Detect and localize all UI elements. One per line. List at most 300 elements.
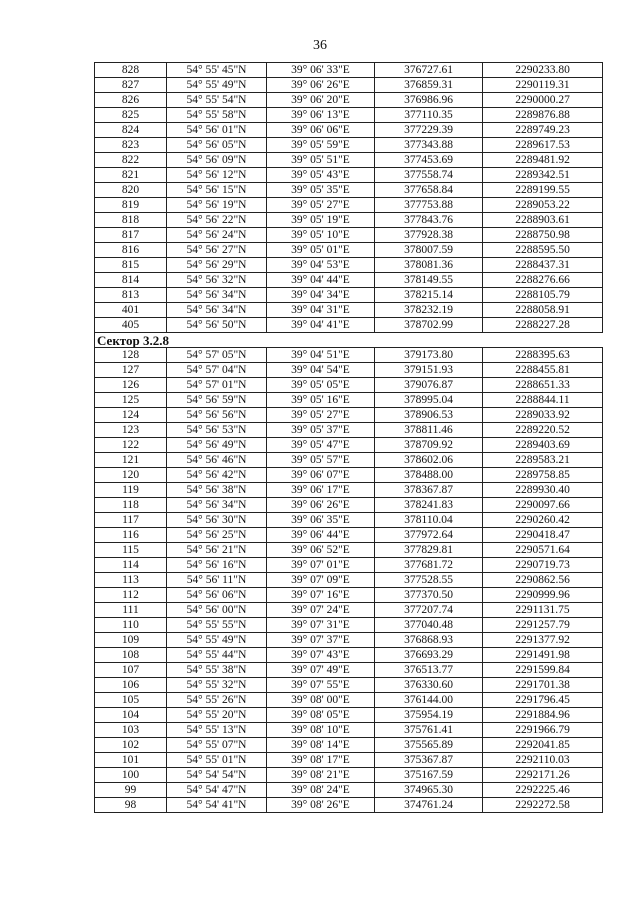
latitude-cell: 54° 54' 47"N	[167, 783, 267, 798]
point-number-cell: 114	[95, 558, 167, 573]
table-row	[95, 93, 603, 108]
longitude-cell: 39° 04' 41"E	[267, 318, 375, 333]
y-coordinate-cell: 2290119.31	[483, 78, 603, 93]
point-number-cell: 120	[95, 468, 167, 483]
y-coordinate-cell: 2290719.73	[483, 558, 603, 573]
point-number-cell: 123	[95, 423, 167, 438]
latitude-cell: 54° 56' 25"N	[167, 528, 267, 543]
table-row	[95, 468, 603, 483]
longitude-cell: 39° 06' 26"E	[267, 498, 375, 513]
y-coordinate-cell: 2289583.21	[483, 453, 603, 468]
longitude-cell: 39° 05' 10"E	[267, 228, 375, 243]
latitude-cell: 54° 55' 54"N	[167, 93, 267, 108]
table-row	[95, 633, 603, 648]
longitude-cell: 39° 06' 33"E	[267, 63, 375, 78]
y-coordinate-cell: 2289758.85	[483, 468, 603, 483]
point-number-cell: 111	[95, 603, 167, 618]
y-coordinate-cell: 2289876.88	[483, 108, 603, 123]
point-number-cell: 112	[95, 588, 167, 603]
longitude-cell: 39° 04' 34"E	[267, 288, 375, 303]
latitude-cell: 54° 55' 49"N	[167, 78, 267, 93]
x-coordinate-cell: 377343.88	[375, 138, 483, 153]
point-number-cell: 818	[95, 213, 167, 228]
x-coordinate-cell: 378367.87	[375, 483, 483, 498]
x-coordinate-cell: 375565.89	[375, 738, 483, 753]
point-number-cell: 103	[95, 723, 167, 738]
table-row	[95, 78, 603, 93]
point-number-cell: 827	[95, 78, 167, 93]
x-coordinate-cell: 374965.30	[375, 783, 483, 798]
longitude-cell: 39° 06' 06"E	[267, 123, 375, 138]
longitude-cell: 39° 05' 51"E	[267, 153, 375, 168]
point-number-cell: 116	[95, 528, 167, 543]
table-row	[95, 588, 603, 603]
longitude-cell: 39° 07' 16"E	[267, 588, 375, 603]
longitude-cell: 39° 07' 55"E	[267, 678, 375, 693]
table-row	[95, 573, 603, 588]
latitude-cell: 54° 56' 59"N	[167, 393, 267, 408]
y-coordinate-cell: 2289033.92	[483, 408, 603, 423]
y-coordinate-cell: 2290000.27	[483, 93, 603, 108]
point-number-cell: 828	[95, 63, 167, 78]
latitude-cell: 54° 56' 00"N	[167, 603, 267, 618]
table-row	[95, 603, 603, 618]
x-coordinate-cell: 377658.84	[375, 183, 483, 198]
latitude-cell: 54° 55' 32"N	[167, 678, 267, 693]
y-coordinate-cell: 2288395.63	[483, 348, 603, 363]
latitude-cell: 54° 56' 09"N	[167, 153, 267, 168]
x-coordinate-cell: 376144.00	[375, 693, 483, 708]
y-coordinate-cell: 2289481.92	[483, 153, 603, 168]
table-row	[95, 528, 603, 543]
latitude-cell: 54° 56' 34"N	[167, 303, 267, 318]
table-row	[95, 153, 603, 168]
point-number-cell: 110	[95, 618, 167, 633]
table-row	[95, 378, 603, 393]
longitude-cell: 39° 08' 26"E	[267, 798, 375, 813]
table-row	[95, 558, 603, 573]
longitude-cell: 39° 05' 01"E	[267, 243, 375, 258]
table-row	[95, 168, 603, 183]
x-coordinate-cell: 377528.55	[375, 573, 483, 588]
table-row	[95, 648, 603, 663]
y-coordinate-cell: 2292041.85	[483, 738, 603, 753]
latitude-cell: 54° 56' 34"N	[167, 288, 267, 303]
table-row	[95, 63, 603, 78]
point-number-cell: 117	[95, 513, 167, 528]
longitude-cell: 39° 07' 43"E	[267, 648, 375, 663]
x-coordinate-cell: 377229.39	[375, 123, 483, 138]
x-coordinate-cell: 377207.74	[375, 603, 483, 618]
x-coordinate-cell: 378488.00	[375, 468, 483, 483]
y-coordinate-cell: 2288276.66	[483, 273, 603, 288]
point-number-cell: 127	[95, 363, 167, 378]
latitude-cell: 54° 56' 42"N	[167, 468, 267, 483]
y-coordinate-cell: 2291491.98	[483, 648, 603, 663]
y-coordinate-cell: 2288105.79	[483, 288, 603, 303]
latitude-cell: 54° 55' 26"N	[167, 693, 267, 708]
table-row	[95, 663, 603, 678]
longitude-cell: 39° 04' 53"E	[267, 258, 375, 273]
table-row	[95, 798, 603, 813]
latitude-cell: 54° 56' 24"N	[167, 228, 267, 243]
y-coordinate-cell: 2290260.42	[483, 513, 603, 528]
x-coordinate-cell: 378007.59	[375, 243, 483, 258]
longitude-cell: 39° 08' 21"E	[267, 768, 375, 783]
table-row	[95, 243, 603, 258]
point-number-cell: 100	[95, 768, 167, 783]
latitude-cell: 54° 56' 46"N	[167, 453, 267, 468]
y-coordinate-cell: 2289617.53	[483, 138, 603, 153]
point-number-cell: 107	[95, 663, 167, 678]
latitude-cell: 54° 56' 05"N	[167, 138, 267, 153]
latitude-cell: 54° 56' 29"N	[167, 258, 267, 273]
x-coordinate-cell: 377370.50	[375, 588, 483, 603]
y-coordinate-cell: 2290233.80	[483, 63, 603, 78]
longitude-cell: 39° 04' 54"E	[267, 363, 375, 378]
x-coordinate-cell: 375367.87	[375, 753, 483, 768]
longitude-cell: 39° 07' 31"E	[267, 618, 375, 633]
x-coordinate-cell: 378995.04	[375, 393, 483, 408]
latitude-cell: 54° 56' 15"N	[167, 183, 267, 198]
x-coordinate-cell: 377040.48	[375, 618, 483, 633]
x-coordinate-cell: 377453.69	[375, 153, 483, 168]
x-coordinate-cell: 378215.14	[375, 288, 483, 303]
table-row	[95, 618, 603, 633]
y-coordinate-cell: 2291884.96	[483, 708, 603, 723]
y-coordinate-cell: 2289749.23	[483, 123, 603, 138]
y-coordinate-cell: 2288651.33	[483, 378, 603, 393]
point-number-cell: 98	[95, 798, 167, 813]
x-coordinate-cell: 375761.41	[375, 723, 483, 738]
y-coordinate-cell: 2290571.64	[483, 543, 603, 558]
point-number-cell: 816	[95, 243, 167, 258]
latitude-cell: 54° 56' 30"N	[167, 513, 267, 528]
longitude-cell: 39° 04' 44"E	[267, 273, 375, 288]
latitude-cell: 54° 55' 49"N	[167, 633, 267, 648]
longitude-cell: 39° 05' 16"E	[267, 393, 375, 408]
x-coordinate-cell: 378081.36	[375, 258, 483, 273]
table-row	[95, 513, 603, 528]
y-coordinate-cell: 2289342.51	[483, 168, 603, 183]
latitude-cell: 54° 56' 50"N	[167, 318, 267, 333]
point-number-cell: 821	[95, 168, 167, 183]
latitude-cell: 54° 56' 38"N	[167, 483, 267, 498]
y-coordinate-cell: 2290862.56	[483, 573, 603, 588]
table-row	[95, 483, 603, 498]
point-number-cell: 122	[95, 438, 167, 453]
longitude-cell: 39° 08' 17"E	[267, 753, 375, 768]
latitude-cell: 54° 55' 13"N	[167, 723, 267, 738]
point-number-cell: 113	[95, 573, 167, 588]
x-coordinate-cell: 378241.83	[375, 498, 483, 513]
latitude-cell: 54° 56' 21"N	[167, 543, 267, 558]
table-row	[95, 363, 603, 378]
latitude-cell: 54° 54' 41"N	[167, 798, 267, 813]
point-number-cell: 401	[95, 303, 167, 318]
latitude-cell: 54° 56' 27"N	[167, 243, 267, 258]
table-row	[95, 693, 603, 708]
coordinates-table	[94, 62, 603, 813]
latitude-cell: 54° 55' 20"N	[167, 708, 267, 723]
longitude-cell: 39° 08' 24"E	[267, 783, 375, 798]
point-number-cell: 118	[95, 498, 167, 513]
point-number-cell: 825	[95, 108, 167, 123]
x-coordinate-cell: 377681.72	[375, 558, 483, 573]
point-number-cell: 106	[95, 678, 167, 693]
table-row	[95, 708, 603, 723]
y-coordinate-cell: 2292272.58	[483, 798, 603, 813]
x-coordinate-cell: 379173.80	[375, 348, 483, 363]
latitude-cell: 54° 56' 34"N	[167, 498, 267, 513]
y-coordinate-cell: 2288058.91	[483, 303, 603, 318]
table-row	[95, 738, 603, 753]
y-coordinate-cell: 2288903.61	[483, 213, 603, 228]
latitude-cell: 54° 56' 16"N	[167, 558, 267, 573]
x-coordinate-cell: 377843.76	[375, 213, 483, 228]
y-coordinate-cell: 2290418.47	[483, 528, 603, 543]
y-coordinate-cell: 2291131.75	[483, 603, 603, 618]
longitude-cell: 39° 05' 27"E	[267, 198, 375, 213]
point-number-cell: 126	[95, 378, 167, 393]
longitude-cell: 39° 07' 24"E	[267, 603, 375, 618]
longitude-cell: 39° 05' 57"E	[267, 453, 375, 468]
longitude-cell: 39° 06' 07"E	[267, 468, 375, 483]
point-number-cell: 820	[95, 183, 167, 198]
latitude-cell: 54° 56' 53"N	[167, 423, 267, 438]
longitude-cell: 39° 05' 19"E	[267, 213, 375, 228]
point-number-cell: 108	[95, 648, 167, 663]
table-row	[95, 258, 603, 273]
table-row	[95, 753, 603, 768]
longitude-cell: 39° 05' 59"E	[267, 138, 375, 153]
table-body-bottom	[95, 348, 603, 813]
latitude-cell: 54° 55' 44"N	[167, 648, 267, 663]
y-coordinate-cell: 2291796.45	[483, 693, 603, 708]
latitude-cell: 54° 55' 07"N	[167, 738, 267, 753]
point-number-cell: 813	[95, 288, 167, 303]
latitude-cell: 54° 56' 32"N	[167, 273, 267, 288]
x-coordinate-cell: 376727.61	[375, 63, 483, 78]
x-coordinate-cell: 378602.06	[375, 453, 483, 468]
longitude-cell: 39° 05' 47"E	[267, 438, 375, 453]
latitude-cell: 54° 56' 12"N	[167, 168, 267, 183]
x-coordinate-cell: 376859.31	[375, 78, 483, 93]
latitude-cell: 54° 56' 56"N	[167, 408, 267, 423]
x-coordinate-cell: 378232.19	[375, 303, 483, 318]
x-coordinate-cell: 379076.87	[375, 378, 483, 393]
point-number-cell: 124	[95, 408, 167, 423]
longitude-cell: 39° 04' 31"E	[267, 303, 375, 318]
table-row	[95, 318, 603, 333]
y-coordinate-cell: 2291966.79	[483, 723, 603, 738]
x-coordinate-cell: 375954.19	[375, 708, 483, 723]
x-coordinate-cell: 376330.60	[375, 678, 483, 693]
longitude-cell: 39° 06' 52"E	[267, 543, 375, 558]
latitude-cell: 54° 54' 54"N	[167, 768, 267, 783]
latitude-cell: 54° 57' 01"N	[167, 378, 267, 393]
latitude-cell: 54° 56' 19"N	[167, 198, 267, 213]
table-body-top	[95, 63, 603, 333]
point-number-cell: 823	[95, 138, 167, 153]
x-coordinate-cell: 379151.93	[375, 363, 483, 378]
longitude-cell: 39° 06' 13"E	[267, 108, 375, 123]
table-row	[95, 273, 603, 288]
latitude-cell: 54° 56' 01"N	[167, 123, 267, 138]
x-coordinate-cell: 378709.92	[375, 438, 483, 453]
longitude-cell: 39° 07' 01"E	[267, 558, 375, 573]
y-coordinate-cell: 2289053.22	[483, 198, 603, 213]
point-number-cell: 125	[95, 393, 167, 408]
latitude-cell: 54° 55' 38"N	[167, 663, 267, 678]
y-coordinate-cell: 2288455.81	[483, 363, 603, 378]
longitude-cell: 39° 05' 37"E	[267, 423, 375, 438]
table-row	[95, 108, 603, 123]
latitude-cell: 54° 55' 55"N	[167, 618, 267, 633]
longitude-cell: 39° 06' 35"E	[267, 513, 375, 528]
point-number-cell: 128	[95, 348, 167, 363]
y-coordinate-cell: 2288844.11	[483, 393, 603, 408]
table-row	[95, 288, 603, 303]
y-coordinate-cell: 2289930.40	[483, 483, 603, 498]
point-number-cell: 814	[95, 273, 167, 288]
x-coordinate-cell: 377829.81	[375, 543, 483, 558]
table-row	[95, 498, 603, 513]
x-coordinate-cell: 376513.77	[375, 663, 483, 678]
y-coordinate-cell: 2291701.38	[483, 678, 603, 693]
table-row	[95, 393, 603, 408]
table-row	[95, 768, 603, 783]
table-row	[95, 198, 603, 213]
table-row	[95, 438, 603, 453]
x-coordinate-cell: 378906.53	[375, 408, 483, 423]
longitude-cell: 39° 07' 09"E	[267, 573, 375, 588]
table-row	[95, 123, 603, 138]
y-coordinate-cell: 2292171.26	[483, 768, 603, 783]
page-number: 36	[313, 38, 327, 53]
y-coordinate-cell: 2290999.96	[483, 588, 603, 603]
longitude-cell: 39° 07' 49"E	[267, 663, 375, 678]
point-number-cell: 119	[95, 483, 167, 498]
x-coordinate-cell: 377972.64	[375, 528, 483, 543]
x-coordinate-cell: 374761.24	[375, 798, 483, 813]
longitude-cell: 39° 06' 17"E	[267, 483, 375, 498]
latitude-cell: 54° 56' 06"N	[167, 588, 267, 603]
latitude-cell: 54° 57' 04"N	[167, 363, 267, 378]
point-number-cell: 115	[95, 543, 167, 558]
table-row	[95, 423, 603, 438]
y-coordinate-cell: 2291257.79	[483, 618, 603, 633]
longitude-cell: 39° 08' 00"E	[267, 693, 375, 708]
point-number-cell: 105	[95, 693, 167, 708]
section-row-filler	[267, 333, 603, 348]
point-number-cell: 109	[95, 633, 167, 648]
longitude-cell: 39° 05' 43"E	[267, 168, 375, 183]
y-coordinate-cell: 2289220.52	[483, 423, 603, 438]
latitude-cell: 54° 56' 11"N	[167, 573, 267, 588]
y-coordinate-cell: 2290097.66	[483, 498, 603, 513]
table-row	[95, 228, 603, 243]
latitude-cell: 54° 56' 49"N	[167, 438, 267, 453]
y-coordinate-cell: 2288437.31	[483, 258, 603, 273]
latitude-cell: 54° 56' 22"N	[167, 213, 267, 228]
longitude-cell: 39° 08' 14"E	[267, 738, 375, 753]
latitude-cell: 54° 55' 01"N	[167, 753, 267, 768]
y-coordinate-cell: 2289199.55	[483, 183, 603, 198]
x-coordinate-cell: 377558.74	[375, 168, 483, 183]
point-number-cell: 102	[95, 738, 167, 753]
section-row	[95, 333, 603, 348]
point-number-cell: 819	[95, 198, 167, 213]
longitude-cell: 39° 08' 05"E	[267, 708, 375, 723]
longitude-cell: 39° 08' 10"E	[267, 723, 375, 738]
longitude-cell: 39° 05' 35"E	[267, 183, 375, 198]
table-row	[95, 723, 603, 738]
point-number-cell: 817	[95, 228, 167, 243]
table-row	[95, 678, 603, 693]
x-coordinate-cell: 376693.29	[375, 648, 483, 663]
x-coordinate-cell: 376868.93	[375, 633, 483, 648]
x-coordinate-cell: 377110.35	[375, 108, 483, 123]
latitude-cell: 54° 55' 45"N	[167, 63, 267, 78]
point-number-cell: 99	[95, 783, 167, 798]
longitude-cell: 39° 06' 20"E	[267, 93, 375, 108]
y-coordinate-cell: 2288595.50	[483, 243, 603, 258]
table-row	[95, 213, 603, 228]
section-title: Сектор 3.2.8	[95, 333, 267, 348]
point-number-cell: 822	[95, 153, 167, 168]
y-coordinate-cell: 2291377.92	[483, 633, 603, 648]
y-coordinate-cell: 2292225.46	[483, 783, 603, 798]
table-row	[95, 303, 603, 318]
point-number-cell: 826	[95, 93, 167, 108]
point-number-cell: 815	[95, 258, 167, 273]
longitude-cell: 39° 05' 05"E	[267, 378, 375, 393]
latitude-cell: 54° 55' 58"N	[167, 108, 267, 123]
longitude-cell: 39° 05' 27"E	[267, 408, 375, 423]
x-coordinate-cell: 375167.59	[375, 768, 483, 783]
latitude-cell: 54° 57' 05"N	[167, 348, 267, 363]
table-row	[95, 783, 603, 798]
point-number-cell: 104	[95, 708, 167, 723]
section-header-body	[95, 333, 603, 348]
longitude-cell: 39° 04' 51"E	[267, 348, 375, 363]
y-coordinate-cell: 2288227.28	[483, 318, 603, 333]
longitude-cell: 39° 07' 37"E	[267, 633, 375, 648]
table-row	[95, 348, 603, 363]
table-row	[95, 408, 603, 423]
point-number-cell: 121	[95, 453, 167, 468]
table-row	[95, 138, 603, 153]
longitude-cell: 39° 06' 44"E	[267, 528, 375, 543]
point-number-cell: 824	[95, 123, 167, 138]
y-coordinate-cell: 2288750.98	[483, 228, 603, 243]
table-row	[95, 543, 603, 558]
x-coordinate-cell: 378702.99	[375, 318, 483, 333]
point-number-cell: 405	[95, 318, 167, 333]
x-coordinate-cell: 378149.55	[375, 273, 483, 288]
x-coordinate-cell: 377753.88	[375, 198, 483, 213]
table-row	[95, 453, 603, 468]
y-coordinate-cell: 2291599.84	[483, 663, 603, 678]
x-coordinate-cell: 377928.38	[375, 228, 483, 243]
x-coordinate-cell: 378110.04	[375, 513, 483, 528]
table-row	[95, 183, 603, 198]
x-coordinate-cell: 376986.96	[375, 93, 483, 108]
point-number-cell: 101	[95, 753, 167, 768]
x-coordinate-cell: 378811.46	[375, 423, 483, 438]
y-coordinate-cell: 2292110.03	[483, 753, 603, 768]
